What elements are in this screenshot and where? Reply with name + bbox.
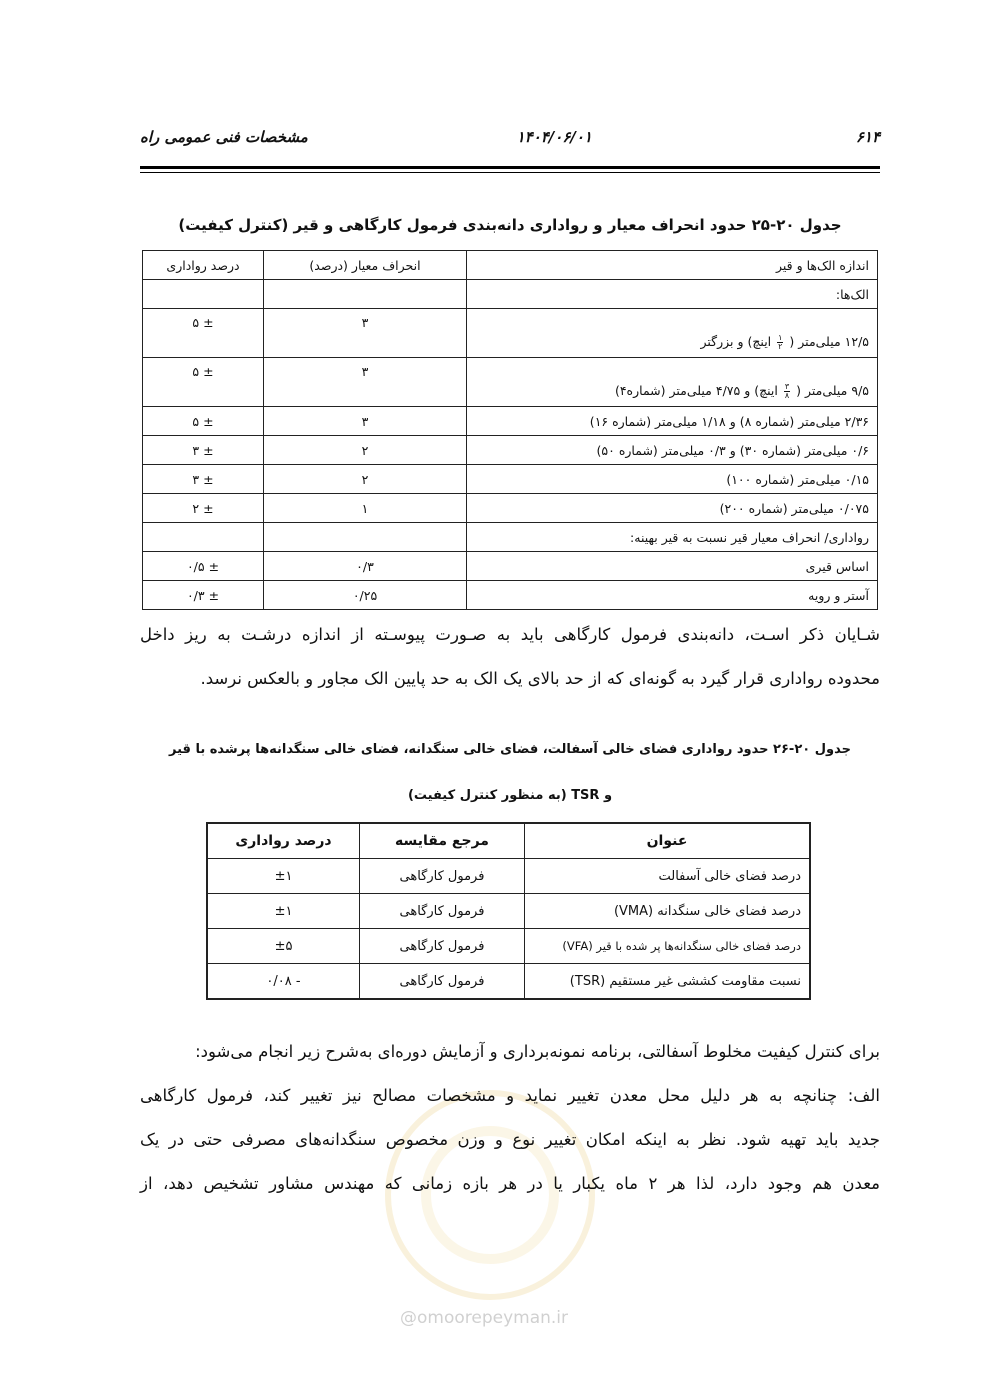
row-title: نسبت مقاومت کششی غیر مستقیم (TSR) xyxy=(525,964,811,1000)
header-rule-thick xyxy=(140,166,880,169)
tolerance-value: ± ۰/۵ xyxy=(143,552,264,581)
table-row xyxy=(207,929,810,964)
header-rule-thin xyxy=(140,172,880,173)
tolerance-value: ± ۳ xyxy=(143,465,264,494)
paragraph-line: معدن هم وجود دارد، لذا هر ۲ ماه یکبار یا در هر بازه زمانی که مهندس مشاور تشخیص دهد، از xyxy=(140,1174,881,1193)
column-header: درصد رواداری xyxy=(207,823,360,859)
table1-caption: جدول ۲۰-۲۵ حدود انحراف معیار و رواداری دانه‌بندی فرمول کارگاهی و قیر (کنترل کیفیت) xyxy=(178,216,842,234)
table-header-row xyxy=(207,823,810,859)
section-label: رواداری/ انحراف معیار قیر نسبت به قیر بهینه: xyxy=(467,523,878,552)
header-title: مشخصات فنی عمومی راه xyxy=(140,128,308,146)
table-row xyxy=(143,309,878,358)
table-row xyxy=(143,280,878,309)
column-header: عنوان xyxy=(525,823,811,859)
bitumen-label: آستر و رویه xyxy=(467,581,878,610)
paragraph xyxy=(140,613,880,701)
table-row xyxy=(143,436,878,465)
watermark-text: @omoorepeyman.ir xyxy=(400,1308,569,1328)
fraction: $\frac{۱}{۲}$ xyxy=(778,333,783,351)
column-header: مرجع مقایسه xyxy=(360,823,525,859)
tolerance-table xyxy=(142,250,878,610)
sieve-label: ۲/۳۶ میلی‌متر (شماره ۸) و ۱/۱۸ میلی‌متر (شماره ۱۶) xyxy=(467,407,878,436)
table-row xyxy=(207,964,810,1000)
sieve-label: ۹/۵ میلی‌متر ( $\frac{۳}{۸}$ اینچ) و ۴/۷۵ میلی‌متر (شماره۴) xyxy=(467,358,878,407)
std-value: ۱ xyxy=(264,494,467,523)
table-header-row xyxy=(143,251,878,280)
row-tolerance: ±۱ xyxy=(207,894,360,929)
row-tolerance: - ۰/۰۸ xyxy=(207,964,360,1000)
sieve-label: ۱۲/۵ میلی‌متر ( $\frac{۱}{۲}$ اینچ) و بزرگتر xyxy=(467,309,878,358)
column-header: اندازه الک‌ها و قیر xyxy=(467,251,878,280)
row-reference: فرمول کارگاهی xyxy=(360,929,525,964)
row-tolerance: ±۵ xyxy=(207,929,360,964)
row-reference: فرمول کارگاهی xyxy=(360,964,525,1000)
row-title: درصد فضای خالی سنگدانه‌ها پر شده با قیر (VFA) xyxy=(525,929,811,964)
row-reference: فرمول کارگاهی xyxy=(360,894,525,929)
table-row xyxy=(143,523,878,552)
table-row xyxy=(207,894,810,929)
paragraph xyxy=(140,1030,880,1206)
paragraph-line: شـایان ذکر اسـت، دانه‌بندی فرمول کارگاهی باید به صـورت پیوسـته از اندازه درشـت به ریز داخل xyxy=(140,625,880,644)
table-row xyxy=(143,581,878,610)
sieve-label: ۰/۰۷۵ میلی‌متر (شماره ۲۰۰) xyxy=(467,494,878,523)
column-header: درصد رواداری xyxy=(143,251,264,280)
std-value: ۲ xyxy=(264,465,467,494)
table-row xyxy=(143,407,878,436)
row-tolerance: ±۱ xyxy=(207,859,360,894)
row-title: درصد فضای خالی سنگدانه (VMA) xyxy=(525,894,811,929)
paragraph-line: برای کنترل کیفیت مخلوط آسفالتی، برنامه نمونه‌برداری و آزمایش دوره‌ای به‌شرح زیر انجام می‌شود: xyxy=(195,1042,880,1061)
sieve-label: ۰/۶ میلی‌متر (شماره ۳۰) و ۰/۳ میلی‌متر (شماره ۵۰) xyxy=(467,436,878,465)
std-value: ۰/۳ xyxy=(264,552,467,581)
tolerance-value: ± ۳ xyxy=(143,436,264,465)
page-number: ۶۱۴ xyxy=(855,128,880,146)
tolerance-value: ± ۰/۳ xyxy=(143,581,264,610)
row-title: درصد فضای خالی آسفالت xyxy=(525,859,811,894)
tolerance-value: ± ۲ xyxy=(143,494,264,523)
tolerance-value: ± ۵ xyxy=(143,309,264,358)
table-row xyxy=(143,465,878,494)
std-value: ۰/۲۵ xyxy=(264,581,467,610)
std-value: ۳ xyxy=(264,309,467,358)
section-label: الک‌ها: xyxy=(467,280,878,309)
table2-caption-cont: و TSR (به منظور کنترل کیفیت) xyxy=(407,788,613,803)
paragraph-line: محدوده رواداری قرار گیرد به گونه‌ای که از حد بالای یک الک به حد پایین الک مجاور و بالعکس نرسد. xyxy=(200,669,880,688)
std-value: ۲ xyxy=(264,436,467,465)
paragraph-line: جدید باید تهیه شود. نظر به اینکه امکان تغییر نوع و وزن مخصوص سنگدانه‌های مصرفی حتی در یک xyxy=(140,1130,880,1149)
tolerance-value: ± ۵ xyxy=(143,358,264,407)
std-value: ۳ xyxy=(264,407,467,436)
row-reference: فرمول کارگاهی xyxy=(360,859,525,894)
std-value: ۳ xyxy=(264,358,467,407)
tolerance-value: ± ۵ xyxy=(143,407,264,436)
table2-caption: جدول ۲۰-۲۶ حدود رواداری فضای خالی آسفالت، فضای خالی سنگدانه، فضای خالی سنگدانه‌ها پرشده با قیر xyxy=(169,742,851,757)
paragraph-line: الف: چنانچه به هر دلیل محل معدن تغییر نماید و مشخصات مصالح نیز تغییر کند، فرمول کارگاهی xyxy=(140,1086,880,1105)
bitumen-label: اساس قیری xyxy=(467,552,878,581)
header-date: ۱۴۰۴/۰۶/۰۱ xyxy=(516,128,592,146)
fraction: $\frac{۳}{۸}$ xyxy=(784,382,790,400)
sieve-label: ۰/۱۵ میلی‌متر (شماره ۱۰۰) xyxy=(467,465,878,494)
table-row xyxy=(207,859,810,894)
column-header: انحراف معیار (درصد) xyxy=(264,251,467,280)
table-row xyxy=(143,494,878,523)
table-row xyxy=(143,358,878,407)
page-header xyxy=(140,128,880,150)
table-row xyxy=(143,552,878,581)
voids-tolerance-table xyxy=(206,822,811,1000)
